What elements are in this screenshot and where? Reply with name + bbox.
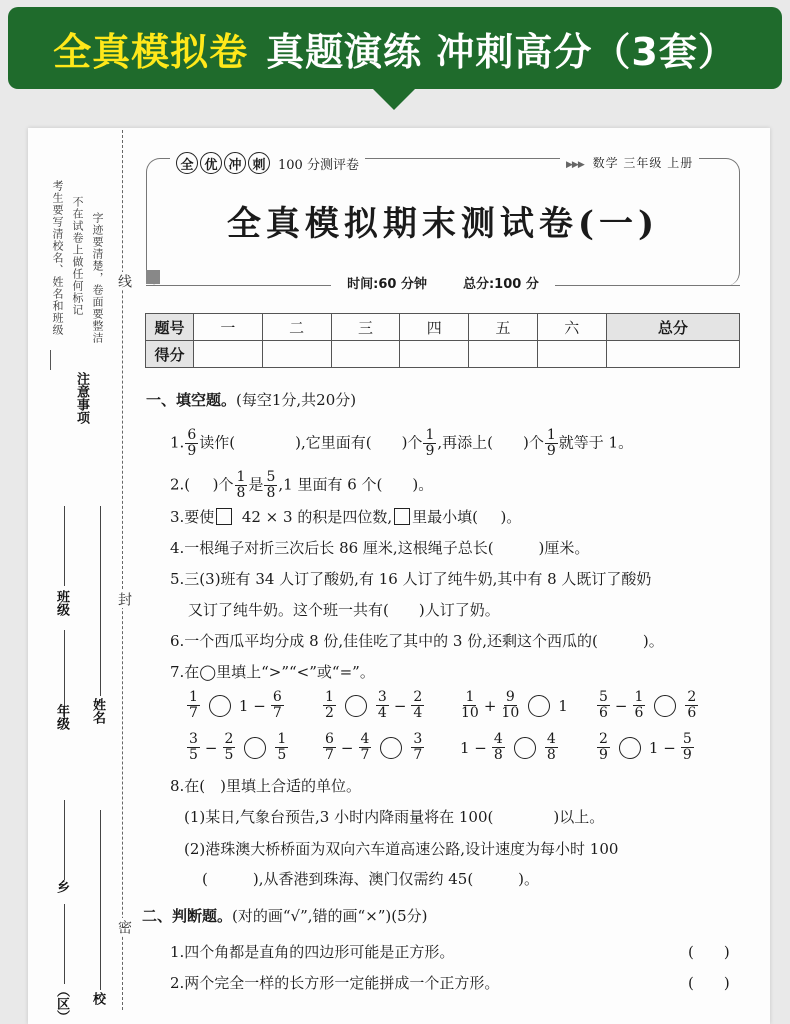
numerator: 3 xyxy=(189,731,198,747)
numerator: 9 xyxy=(505,689,515,705)
numerator: 4 xyxy=(546,731,556,747)
fraction xyxy=(235,470,248,501)
numerator: 2 xyxy=(413,689,423,705)
name-underline xyxy=(100,506,101,696)
compare-item xyxy=(322,732,425,763)
fraction xyxy=(492,732,505,763)
numerator: 5 xyxy=(599,689,608,705)
score-col: 五 xyxy=(469,314,538,341)
denominator: 8 xyxy=(493,747,503,763)
denominator: 7 xyxy=(325,747,334,763)
question-5-line1: 5.三(3)班有 34 人订了酸奶,有 16 人订了纯牛奶,其中有 8 人既订了酸奶 xyxy=(170,570,652,588)
fraction xyxy=(187,732,200,763)
operator: − xyxy=(340,738,354,757)
question-4: 4.一根绳子对折三次后长 86 厘米,这根绳子总长( )厘米。 xyxy=(170,539,590,557)
numerator: 2 xyxy=(687,689,697,705)
compare-item xyxy=(596,690,699,721)
answer-paren[interactable]: ( ) xyxy=(688,974,730,992)
section-2-title: 二、判断题。 xyxy=(142,907,233,925)
district-underline xyxy=(64,904,65,984)
denominator: 10 xyxy=(461,705,479,721)
score-cell[interactable] xyxy=(262,341,331,368)
brand-char: 刺 xyxy=(248,152,270,174)
numerator: 1 xyxy=(465,689,475,705)
denominator: 7 xyxy=(360,747,370,763)
banner-subtitle: 真题演练 冲刺高分（3套） xyxy=(266,29,737,74)
score-cell[interactable] xyxy=(331,341,400,368)
q-text: 2.( xyxy=(170,475,191,494)
fraction xyxy=(223,732,236,763)
blank-box[interactable] xyxy=(216,508,232,525)
instruction-divider xyxy=(50,350,51,370)
numerator: 1 xyxy=(189,689,198,705)
page-title: 全真模拟期末测试卷(一) xyxy=(226,204,660,244)
q-text: )个 xyxy=(212,475,234,494)
arrow-icon: ▶▶▶ xyxy=(566,160,584,170)
grade-info xyxy=(560,154,699,171)
score-col: 四 xyxy=(400,314,469,341)
compare-circle[interactable] xyxy=(654,695,676,717)
numerator: 1 xyxy=(546,427,556,443)
score-cell[interactable] xyxy=(537,341,606,368)
compare-circle[interactable] xyxy=(209,695,231,717)
numerator: 6 xyxy=(272,689,282,705)
q-text: 读作( xyxy=(199,433,236,452)
class-label: 班级 xyxy=(54,590,69,616)
denominator: 9 xyxy=(682,747,692,763)
score-total-cell[interactable] xyxy=(606,341,739,368)
fraction xyxy=(187,690,200,721)
compare-item xyxy=(186,690,285,721)
compare-item xyxy=(460,690,568,721)
q-text: 1 − xyxy=(648,738,676,757)
fraction xyxy=(323,732,336,763)
fraction xyxy=(185,428,198,459)
brand-char: 优 xyxy=(200,152,222,174)
question-8-1: (1)某日,气象台预告,3 小时内降雨量将在 100( )以上。 xyxy=(184,808,605,826)
question-5-line2: 又订了纯牛奶。这个班一共有( )人订了奶。 xyxy=(188,601,500,619)
numerator: 1 xyxy=(425,427,435,443)
township-label: 乡 xyxy=(54,880,69,893)
section-1-heading xyxy=(146,390,356,410)
fraction xyxy=(545,428,558,459)
fraction xyxy=(681,732,694,763)
instruction-1: 考生要写清校名、姓名和班级 xyxy=(51,180,64,336)
numerator: 1 xyxy=(277,731,287,747)
score-table xyxy=(145,313,740,368)
exam-time: 时间:60 分钟 xyxy=(339,277,435,292)
denominator: 6 xyxy=(599,705,608,721)
compare-circle[interactable] xyxy=(380,737,402,759)
question-6: 6.一个西瓜平均分成 8 份,佳佳吃了其中的 3 份,还剩这个西瓜的( )。 xyxy=(170,632,664,650)
numerator: 4 xyxy=(360,731,370,747)
denominator: 8 xyxy=(236,485,246,501)
fraction xyxy=(411,732,424,763)
question-8: 8.在( )里填上合适的单位。 xyxy=(170,777,362,795)
numerator: 1 xyxy=(236,469,246,485)
fraction xyxy=(545,732,558,763)
q-text: ,再添上( xyxy=(437,433,493,452)
denominator: 5 xyxy=(189,747,198,763)
section-2-note: (对的画“√”,错的画“×”)(5分) xyxy=(232,907,428,925)
numerator: 6 xyxy=(187,427,197,443)
fraction xyxy=(411,690,424,721)
judge-question-1: 1.四个角都是直角的四边形可能是正方形。 xyxy=(170,943,455,961)
question-3 xyxy=(170,507,521,527)
banner-highlight: 全真模拟卷 xyxy=(53,29,249,74)
fraction xyxy=(264,470,277,501)
fraction xyxy=(359,732,372,763)
grade-label: 年级 xyxy=(54,704,69,730)
denominator: 8 xyxy=(266,485,276,501)
operator: − xyxy=(204,738,218,757)
fraction xyxy=(597,732,610,763)
operator: − xyxy=(393,696,407,715)
fraction xyxy=(597,690,610,721)
numerator: 5 xyxy=(682,731,692,747)
q-text: 里最小填( xyxy=(412,508,478,526)
numerator: 1 xyxy=(325,689,334,705)
q-text: ),它里面有( xyxy=(295,433,372,452)
question-1 xyxy=(170,428,633,459)
instruction-3: 字迹要清楚，卷面要整洁 xyxy=(91,212,104,344)
question-2 xyxy=(170,470,433,501)
q-text: 1. xyxy=(170,433,185,452)
numerator: 4 xyxy=(493,731,503,747)
blank-box[interactable] xyxy=(394,508,410,525)
class-underline xyxy=(64,506,65,586)
q-text: 42 × 3 的积是四位数, xyxy=(241,508,393,526)
question-8-3: ( ),从香港到珠海、澳门仅需约 45( )。 xyxy=(202,870,540,888)
cut-mark-seal: 封 xyxy=(116,592,132,606)
cut-mark-secret: 密 xyxy=(116,920,132,934)
section-2-heading xyxy=(142,906,428,926)
q-text: 1 xyxy=(558,696,568,715)
fraction xyxy=(685,690,698,721)
exam-meta xyxy=(146,273,740,292)
numerator: 3 xyxy=(413,731,423,747)
fraction xyxy=(501,690,519,721)
brand-char: 全 xyxy=(176,152,198,174)
denominator: 9 xyxy=(546,443,556,459)
q-text: )。 xyxy=(412,475,434,494)
denominator: 10 xyxy=(501,705,520,721)
numerator: 6 xyxy=(325,731,334,747)
denominator: 7 xyxy=(413,747,423,763)
denominator: 7 xyxy=(272,705,282,721)
fraction xyxy=(271,690,284,721)
brand-subtitle: 100 分测评卷 xyxy=(278,157,359,173)
q-text: 是 xyxy=(248,475,264,494)
numerator: 2 xyxy=(599,731,608,747)
answer-paren[interactable]: ( ) xyxy=(688,943,730,961)
section-1-title: 一、填空题。 xyxy=(146,391,237,409)
question-8-2: (2)港珠澳大桥桥面为双向六车道高速公路,设计速度为每小时 100 xyxy=(184,840,619,858)
denominator: 9 xyxy=(425,443,435,459)
q-text: 1 − xyxy=(460,738,487,757)
denominator: 6 xyxy=(634,705,644,721)
fraction xyxy=(275,732,288,763)
numerator: 1 xyxy=(634,689,644,705)
score-cell[interactable] xyxy=(194,341,263,368)
compare-circle[interactable] xyxy=(244,737,266,759)
compare-circle[interactable] xyxy=(345,695,367,717)
name-label: 姓名 xyxy=(90,698,105,724)
denominator: 7 xyxy=(189,705,198,721)
fraction xyxy=(461,690,479,721)
q-text: )个 xyxy=(401,433,423,452)
numerator: 5 xyxy=(266,469,276,485)
q-text: )个 xyxy=(522,433,544,452)
fraction xyxy=(423,428,436,459)
brand-logo xyxy=(170,152,365,174)
numerator: 3 xyxy=(377,689,387,705)
q-text: )。 xyxy=(500,508,522,526)
operator: − xyxy=(614,696,628,715)
score-col: 三 xyxy=(331,314,400,341)
score-value-row xyxy=(146,341,740,368)
score-col: 二 xyxy=(262,314,331,341)
denominator: 8 xyxy=(546,747,556,763)
q-text: 1 − xyxy=(238,696,266,715)
score-cell[interactable] xyxy=(469,341,538,368)
grade-info-text: 数学 三年级 上册 xyxy=(592,156,694,170)
denominator: 6 xyxy=(687,705,697,721)
score-total-header: 总分 xyxy=(606,314,739,341)
q-text: ,1 里面有 6 个( xyxy=(278,475,383,494)
cut-line xyxy=(122,130,123,1010)
denominator: 4 xyxy=(377,705,387,721)
denominator: 4 xyxy=(413,705,423,721)
compare-circle[interactable] xyxy=(619,737,641,759)
district-label: （区） xyxy=(54,984,69,1023)
question-7: 7.在◯里填上“>”“<”或“=”。 xyxy=(170,663,375,681)
compare-item xyxy=(322,690,425,721)
compare-item xyxy=(460,732,559,763)
compare-item xyxy=(186,732,289,763)
township-underline xyxy=(64,800,65,880)
school-label: 校 xyxy=(90,992,105,1005)
school-underline xyxy=(100,810,101,990)
score-header-row xyxy=(146,314,740,341)
brand-char: 冲 xyxy=(224,152,246,174)
banner xyxy=(8,7,782,89)
denominator: 5 xyxy=(277,747,287,763)
score-row-label: 得分 xyxy=(146,341,194,368)
denominator: 9 xyxy=(187,443,197,459)
denominator: 9 xyxy=(599,747,608,763)
operator: + xyxy=(483,696,497,715)
score-col: 六 xyxy=(537,314,606,341)
notice-label: 注意事项 xyxy=(74,372,89,424)
score-cell[interactable] xyxy=(400,341,469,368)
compare-circle[interactable] xyxy=(528,695,550,717)
compare-circle[interactable] xyxy=(514,737,536,759)
judge-question-2: 2.两个完全一样的长方形一定能拼成一个正方形。 xyxy=(170,974,500,992)
denominator: 2 xyxy=(325,705,334,721)
section-1-note: (每空1分,共20分) xyxy=(236,391,357,409)
fraction xyxy=(323,690,336,721)
denominator: 5 xyxy=(224,747,234,763)
score-row-label: 题号 xyxy=(146,314,194,341)
banner-pointer xyxy=(372,88,416,110)
fraction xyxy=(376,690,389,721)
cut-mark-line: 线 xyxy=(116,274,132,288)
numerator: 2 xyxy=(224,731,234,747)
q-text: 3.要使 xyxy=(170,508,215,526)
q-text: 就等于 1。 xyxy=(558,433,634,452)
score-col: 一 xyxy=(194,314,263,341)
fraction xyxy=(633,690,646,721)
compare-item xyxy=(596,732,695,763)
exam-total: 总分:100 分 xyxy=(455,277,547,292)
instruction-2: 不在试卷上做任何标记 xyxy=(71,196,84,316)
